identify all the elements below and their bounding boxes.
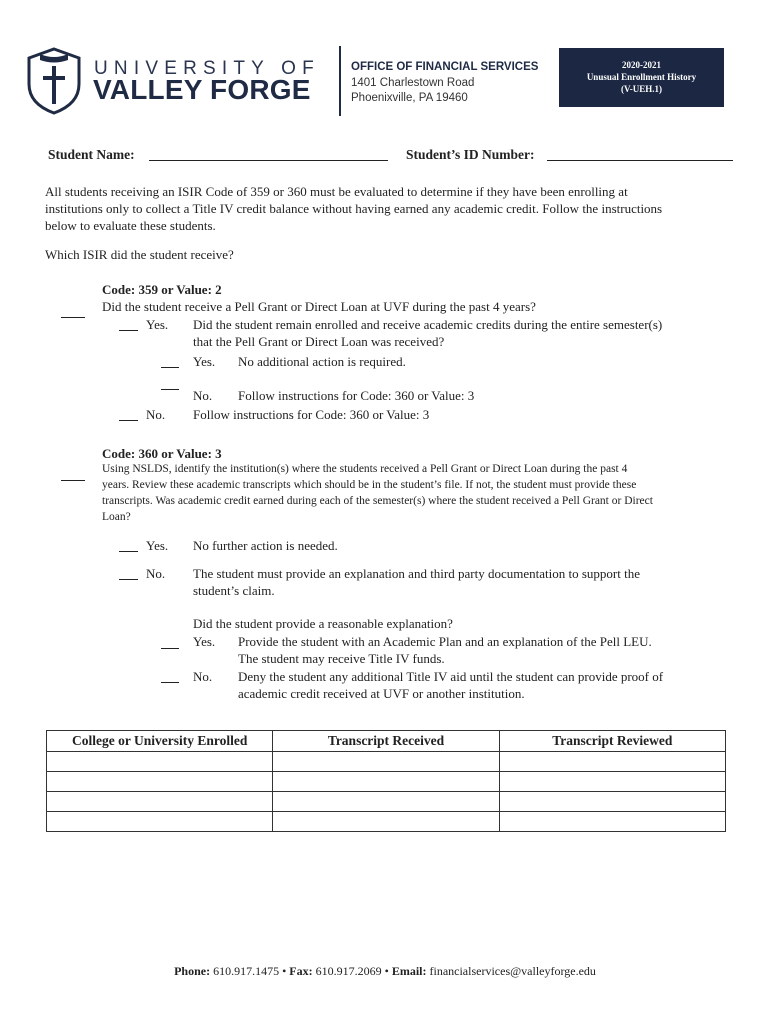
enrollment-table bbox=[46, 730, 726, 832]
table-cell[interactable] bbox=[499, 772, 725, 792]
table-cell[interactable] bbox=[499, 752, 725, 772]
col-transcript-reviewed: Transcript Reviewed bbox=[499, 731, 725, 752]
separator: • bbox=[282, 964, 287, 978]
intro-line-3: below to evaluate these students. bbox=[45, 218, 216, 233]
code-360-para-3: transcripts. Was academic credit earned during each of the semester(s) where the student received a Pell Grant or Direct bbox=[102, 495, 653, 507]
table-cell[interactable] bbox=[47, 772, 273, 792]
col-college-enrolled: College or University Enrolled bbox=[47, 731, 273, 752]
student-id-field[interactable] bbox=[547, 160, 733, 161]
fax-label: Fax: bbox=[289, 964, 313, 978]
code-360-yes-checkbox[interactable] bbox=[119, 551, 138, 552]
col-transcript-received: Transcript Received bbox=[273, 731, 499, 752]
code-360-sub-yes-checkbox[interactable] bbox=[161, 648, 179, 649]
table-cell[interactable] bbox=[273, 812, 499, 832]
student-id-label: Student’s ID Number: bbox=[406, 147, 535, 162]
intro-line-1: All students receiving an ISIR Code of 359 or 360 must be evaluated to determine if they have been enrolling at bbox=[45, 184, 628, 199]
phone-label: Phone: bbox=[174, 964, 211, 978]
logo-text-top: UNIVERSITY OF bbox=[94, 58, 320, 79]
email-address: financialservices@valleyforge.edu bbox=[429, 964, 596, 978]
table-cell[interactable] bbox=[273, 792, 499, 812]
office-title: OFFICE OF FINANCIAL SERVICES bbox=[351, 61, 539, 73]
student-name-field[interactable] bbox=[149, 160, 388, 161]
form-name: Unusual Enrollment History bbox=[586, 72, 697, 82]
explanation-question: Did the student provide a reasonable explanation? bbox=[193, 616, 453, 631]
code-359-sub-no-label: No. bbox=[193, 388, 213, 403]
table-cell[interactable] bbox=[47, 812, 273, 832]
code-359-sub-yes-checkbox[interactable] bbox=[161, 367, 179, 368]
table-row bbox=[47, 792, 726, 812]
address-line-1: 1401 Charlestown Road bbox=[351, 77, 475, 89]
code-359-no-checkbox[interactable] bbox=[119, 420, 138, 421]
code-360-no-text-1: The student must provide an explanation and third party documentation to support the bbox=[193, 566, 640, 581]
table-cell[interactable] bbox=[273, 772, 499, 792]
address-line-2: Phoenixville, PA 19460 bbox=[351, 92, 468, 104]
code-359-heading: Code: 359 or Value: 2 bbox=[102, 282, 222, 297]
code-359-yes-label: Yes. bbox=[146, 317, 169, 332]
code-360-heading: Code: 360 or Value: 3 bbox=[102, 446, 222, 461]
fax-number: 610.917.2069 bbox=[315, 964, 382, 978]
code-360-checkbox[interactable] bbox=[61, 480, 85, 481]
table-row bbox=[47, 812, 726, 832]
student-name-label: Student Name: bbox=[48, 147, 135, 162]
code-360-no-text-2: student’s claim. bbox=[193, 583, 275, 598]
code-360-sub-no-text-2: academic credit received at UVF or another institution. bbox=[238, 686, 525, 701]
table-cell[interactable] bbox=[499, 792, 725, 812]
code-359-yes-checkbox[interactable] bbox=[119, 330, 138, 331]
code-360-para-4: Loan? bbox=[102, 511, 131, 523]
code-360-sub-no-text-1: Deny the student any additional Title IV aid until the student can provide proof of bbox=[238, 669, 664, 684]
code-359-question: Did the student receive a Pell Grant or Direct Loan at UVF during the past 4 years? bbox=[102, 299, 536, 314]
code-359-yes-text-1: Did the student remain enrolled and receive academic credits during the entire semester(s) bbox=[193, 317, 663, 332]
form-code: (V-UEH.1) bbox=[620, 84, 663, 94]
code-360-sub-yes-text-2: The student may receive Title IV funds. bbox=[238, 651, 445, 666]
footer-contact bbox=[0, 964, 770, 979]
code-359-sub-no-checkbox[interactable] bbox=[161, 389, 179, 390]
logo-text-bottom: VALLEY FORGE bbox=[93, 74, 311, 105]
phone-number: 610.917.1475 bbox=[213, 964, 280, 978]
code-360-no-label: No. bbox=[146, 566, 166, 581]
table-cell[interactable] bbox=[47, 752, 273, 772]
code-360-sub-no-label: No. bbox=[193, 669, 213, 684]
code-359-sub-no-text: Follow instructions for Code: 360 or Value: 3 bbox=[238, 388, 475, 403]
table-header-row bbox=[47, 731, 726, 752]
form-id-box bbox=[559, 48, 724, 107]
code-360-sub-yes-label: Yes. bbox=[193, 634, 216, 649]
table-cell[interactable] bbox=[499, 812, 725, 832]
code-360-para-2: years. Review these academic transcripts which should be in the student’s file. If not, the student must provide these bbox=[102, 479, 637, 491]
table-cell[interactable] bbox=[47, 792, 273, 812]
email-label: Email: bbox=[391, 964, 427, 978]
code-359-sub-yes-label: Yes. bbox=[193, 354, 216, 369]
header-divider bbox=[339, 46, 341, 116]
code-359-no-text: Follow instructions for Code: 360 or Value: 3 bbox=[193, 407, 430, 422]
separator: • bbox=[384, 964, 389, 978]
code-360-para-1: Using NSLDS, identify the institution(s) where the students received a Pell Grant or Direct Loan during the past 4 bbox=[102, 463, 628, 475]
code-360-yes-label: Yes. bbox=[146, 538, 169, 553]
intro-line-2: institutions only to collect a Title IV credit balance without having earned any academic credit. Follow the instructions bbox=[45, 201, 663, 216]
code-360-yes-text: No further action is needed. bbox=[193, 538, 338, 553]
code-359-no-label: No. bbox=[146, 407, 166, 422]
code-359-sub-yes-text: No additional action is required. bbox=[238, 354, 406, 369]
code-359-checkbox[interactable] bbox=[61, 317, 85, 318]
isir-question: Which ISIR did the student receive? bbox=[45, 247, 234, 262]
code-360-sub-no-checkbox[interactable] bbox=[161, 682, 179, 683]
table-cell[interactable] bbox=[273, 752, 499, 772]
code-360-sub-yes-text-1: Provide the student with an Academic Plan and an explanation of the Pell LEU. bbox=[238, 634, 652, 649]
form-year: 2020-2021 bbox=[622, 60, 661, 70]
university-shield-logo bbox=[26, 46, 82, 116]
code-359-yes-text-2: that the Pell Grant or Direct Loan was received? bbox=[193, 334, 445, 349]
table-row bbox=[47, 772, 726, 792]
table-row bbox=[47, 752, 726, 772]
code-360-no-checkbox[interactable] bbox=[119, 579, 138, 580]
